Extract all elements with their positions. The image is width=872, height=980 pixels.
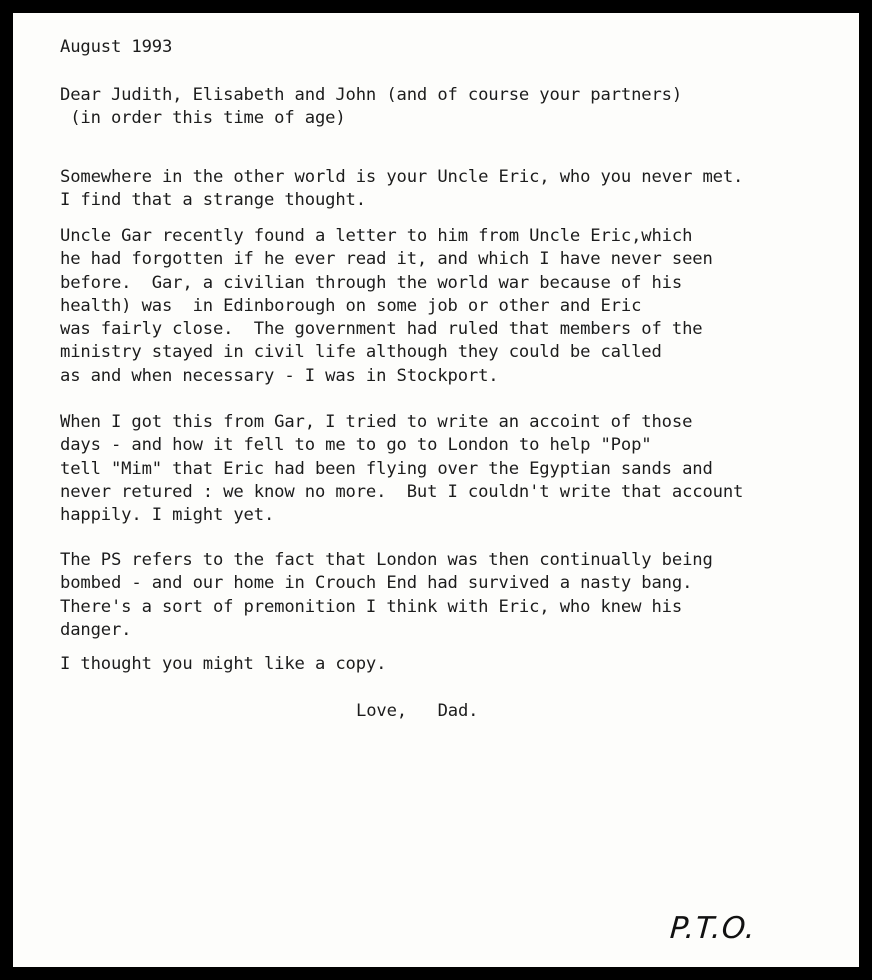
signoff	[356, 700, 478, 723]
paragraph-line: I thought you might like a copy.	[60, 654, 387, 674]
paragraph-line: he had forgotten if he ever read it, and which I have never seen	[60, 249, 713, 270]
paragraph	[60, 549, 713, 642]
paragraph-line: When I got this from Gar, I tried to write an accoint of those	[60, 412, 693, 432]
paragraph-line: The PS refers to the fact that London was then continually being	[60, 550, 713, 570]
paragraph-line: bombed - and our home in Crouch End had survived a nasty bang.	[60, 573, 693, 594]
paragraph-line: tell "Mim" that Eric had been flying over the Egyptian sands and	[60, 458, 713, 479]
paragraph-line: was fairly close. The government had ruled that members of the	[60, 319, 703, 340]
paragraph	[60, 411, 743, 527]
handwritten-pto-note: P.T.O.	[668, 911, 757, 946]
salutation-line: (in order this time of age)	[60, 108, 346, 129]
paragraph-line: I find that a strange thought.	[60, 190, 366, 211]
salutation	[60, 84, 682, 131]
paragraph	[60, 225, 713, 388]
paragraph	[60, 653, 386, 676]
paragraph-line: happily. I might yet.	[60, 505, 275, 526]
paragraph-line: danger.	[60, 619, 132, 640]
paragraph-line: before. Gar, a civilian through the world war because of his	[60, 272, 683, 293]
paragraph-line: There's a sort of premonition I think with Eric, who knew his	[60, 596, 683, 617]
paragraph-line: Uncle Gar recently found a letter to him from Uncle Eric,which	[60, 226, 693, 246]
paragraph-line: ministry stayed in civil life although they could be called	[60, 342, 662, 363]
letter-page	[13, 13, 859, 967]
salutation-line: Dear Judith, Elisabeth and John (and of course your partners)	[60, 85, 683, 105]
date-line: August 1993	[60, 37, 173, 57]
paragraph-line: days - and how it fell to me to go to London to help "Pop"	[60, 435, 652, 456]
paragraph-line: never retured : we know no more. But I couldn't write that account	[60, 481, 744, 502]
signoff-line: Love, Dad.	[356, 701, 479, 721]
paragraph-line: as and when necessary - I was in Stockport.	[60, 365, 499, 386]
paragraph	[60, 166, 743, 213]
letter-date	[60, 36, 172, 59]
paragraph-line: Somewhere in the other world is your Uncle Eric, who you never met.	[60, 167, 744, 187]
paragraph-line: health) was in Edinborough on some job or other and Eric	[60, 295, 642, 316]
